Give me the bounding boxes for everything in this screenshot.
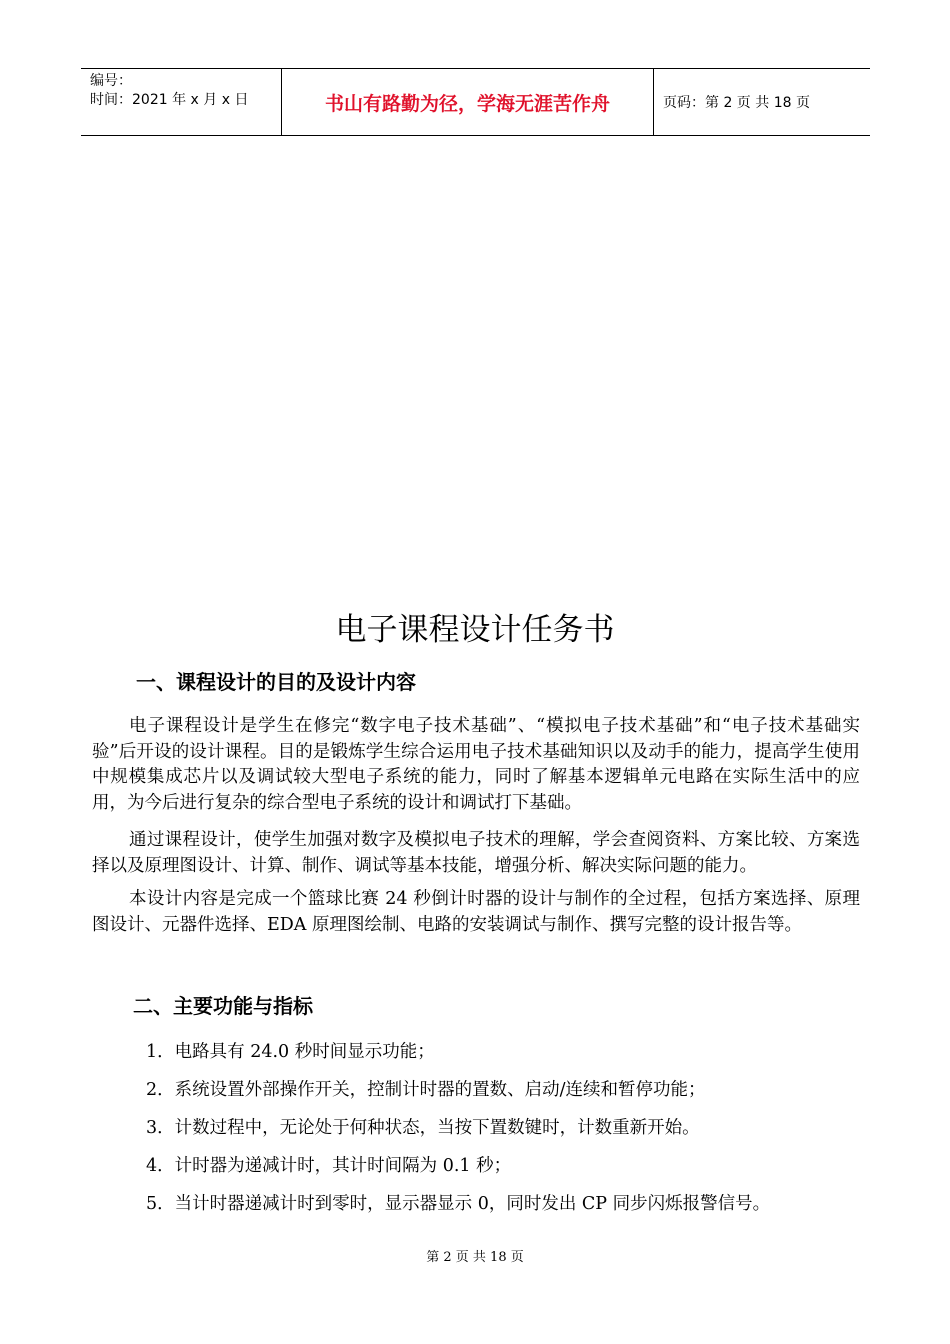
list-item: 4．计时器为递减计时，其计时间隔为 0.1 秒； [146,1156,512,1176]
list-item: 3．计数过程中，无论处于何种状态，当按下置数键时，计数重新开始。 [146,1118,700,1138]
document-title: 电子课程设计任务书 [335,612,615,648]
function-list [146,1040,866,1230]
header-page-info: 页码：第 2 页 共 18 页 [663,95,810,111]
header-meta-cell [81,69,282,135]
section1-heading: 一、课程设计的目的及设计内容 [136,670,416,694]
list-item: 2．系统设置外部操作开关，控制计时器的置数、启动/连续和暂停功能； [146,1080,706,1100]
list-item: 5．当计时器递减计时到零时，显示器显示 0，同时发出 CP 同步闪烁报警信号。 [146,1194,771,1214]
header-table [81,68,870,136]
page-footer: 第 2 页 共 18 页 [426,1250,524,1265]
section1-paragraph-1: 电子课程设计是学生在修完“数字电子技术基础”、“模拟电子技术基础”和“电子技术基础实验”后开设的设计课程。目的是锻炼学生综合运用电子技术基础知识以及动手的能力，提高学生使用中规模集成芯片以及调试较大型电子系统的能力，同时了解基本逻辑单元电路在实际生活中的应用，为今后进行复杂的综合型电子系统的设计和调试打下基础。 [92,716,860,813]
header-motto: 书山有路勤为径，学海无涯苦作舟 [324,92,610,115]
header-date-label: 时间：2021 年 x 月 x 日 [90,92,249,108]
section2-heading: 二、主要功能与指标 [133,994,313,1018]
list-item: 1．电路具有 24.0 秒时间显示功能； [146,1042,435,1062]
header-page-cell [654,69,870,135]
header-number-label: 编号： [90,73,132,89]
section1-paragraph-3: 本设计内容是完成一个篮球比赛 24 秒倒计时器的设计与制作的全过程，包括方案选择、原理图设计、元器件选择、EDA 原理图绘制、电路的安装调试与制作、撰写完整的设计报告等。 [92,889,860,935]
header-motto-cell [282,69,654,135]
section1-paragraph-2: 通过课程设计，使学生加强对数字及模拟电子技术的理解，学会查阅资料、方案比较、方案选择以及原理图设计、计算、制作、调试等基本技能，增强分析、解决实际问题的能力。 [92,830,860,876]
